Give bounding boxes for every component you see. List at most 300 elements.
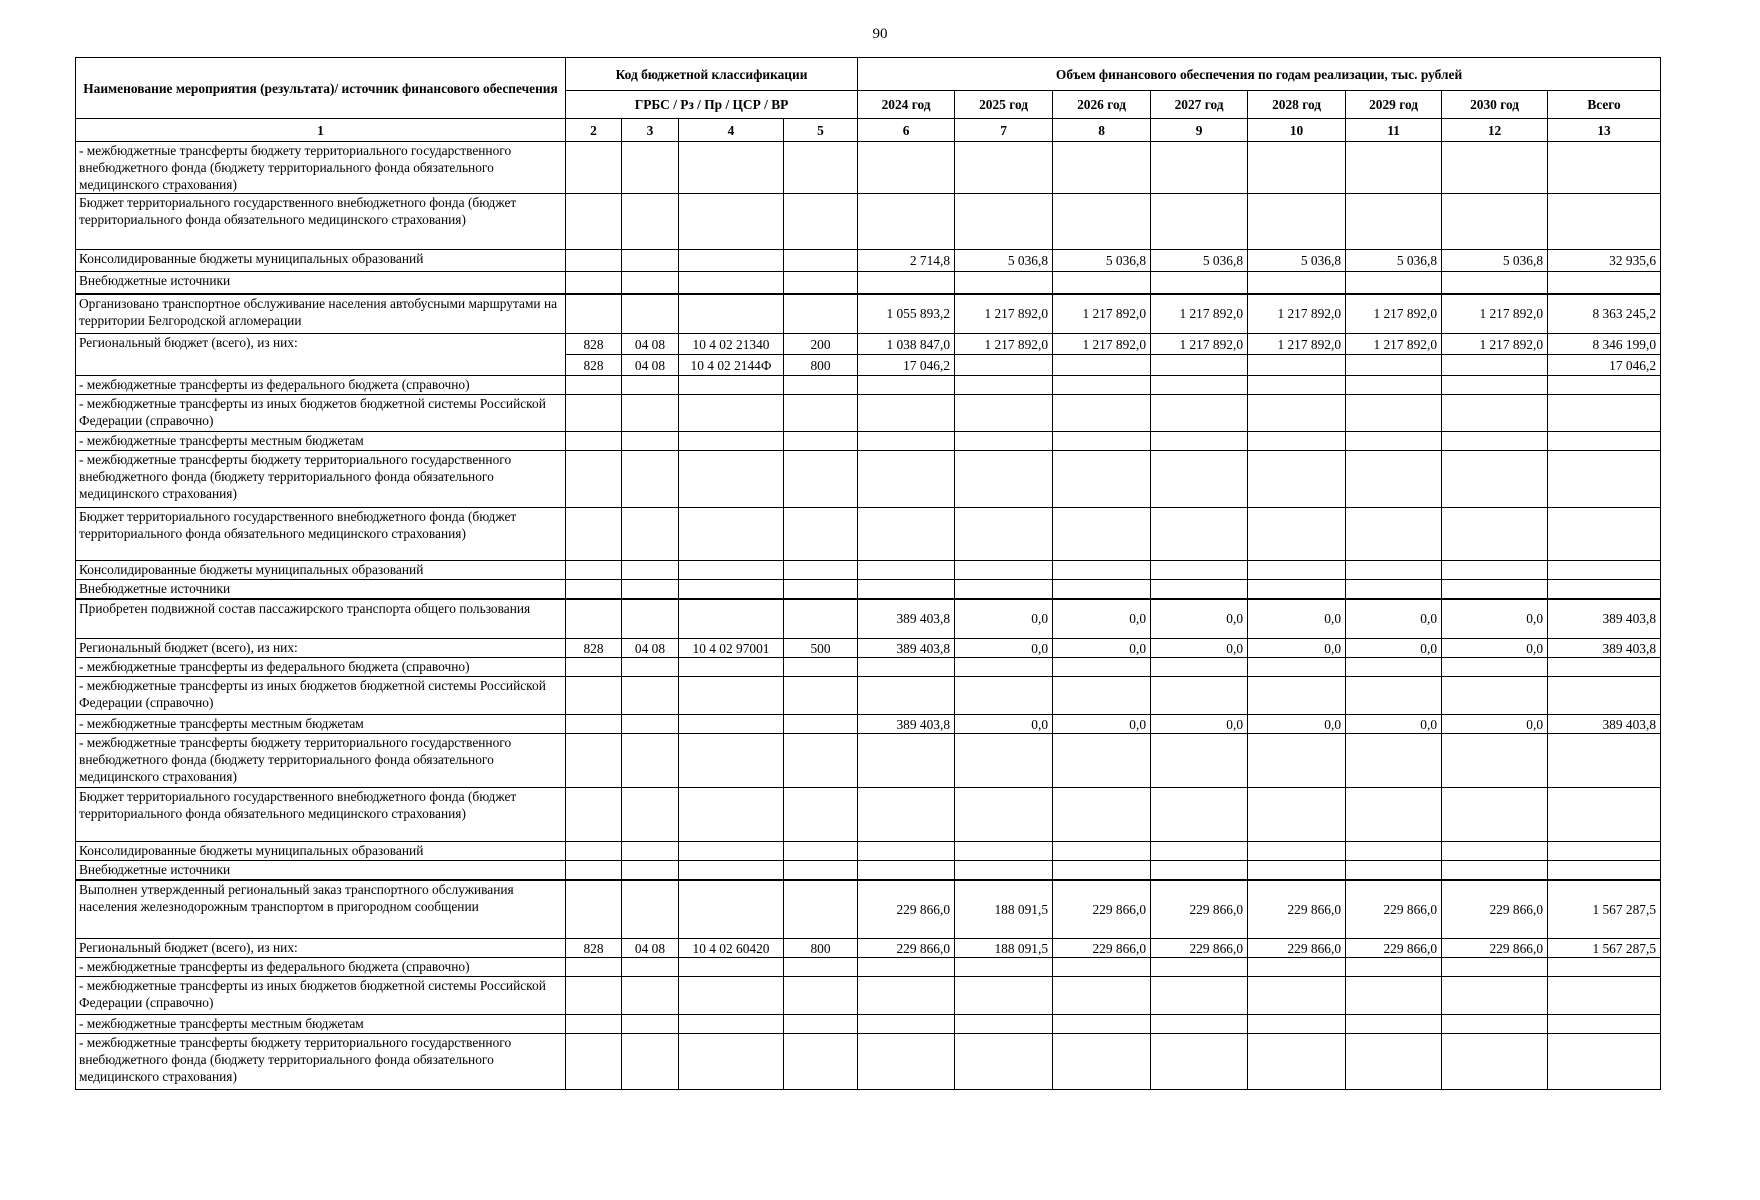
column-number: 6 bbox=[858, 119, 955, 142]
total-value-cell bbox=[1548, 580, 1661, 599]
year-value-cell bbox=[1442, 958, 1548, 977]
budget-code-cell bbox=[566, 432, 622, 451]
year-value-cell: 5 036,8 bbox=[1248, 250, 1346, 272]
year-value-cell bbox=[1346, 861, 1442, 880]
year-value-cell bbox=[1053, 376, 1151, 395]
budget-code-cell bbox=[784, 880, 858, 939]
budget-code-cell bbox=[784, 451, 858, 508]
column-number: 9 bbox=[1151, 119, 1248, 142]
year-value-cell bbox=[1151, 958, 1248, 977]
budget-code-cell bbox=[679, 432, 784, 451]
year-value-cell bbox=[1346, 142, 1442, 194]
year-value-cell: 0,0 bbox=[1346, 599, 1442, 639]
row-name-cell: - межбюджетные трансферты из иных бюджетов бюджетной системы Российской Федерации (справочно) bbox=[76, 677, 566, 715]
budget-code-cell bbox=[566, 250, 622, 272]
year-value-cell: 1 217 892,0 bbox=[955, 334, 1053, 355]
budget-code-cell bbox=[622, 561, 679, 580]
total-value-cell bbox=[1548, 788, 1661, 842]
budget-code-cell: 10 4 02 21340 bbox=[679, 334, 784, 355]
total-value-cell bbox=[1548, 842, 1661, 861]
year-value-cell bbox=[1442, 561, 1548, 580]
year-value-cell: 0,0 bbox=[1442, 639, 1548, 658]
column-number: 5 bbox=[784, 119, 858, 142]
budget-code-cell bbox=[622, 376, 679, 395]
year-value-cell: 1 217 892,0 bbox=[1442, 334, 1548, 355]
budget-code-cell bbox=[679, 977, 784, 1015]
year-value-cell bbox=[1346, 561, 1442, 580]
budget-code-cell bbox=[784, 842, 858, 861]
year-value-cell bbox=[1346, 734, 1442, 788]
year-value-cell bbox=[1053, 395, 1151, 432]
year-value-cell bbox=[858, 977, 955, 1015]
budget-code-cell bbox=[566, 580, 622, 599]
year-value-cell: 229 866,0 bbox=[858, 939, 955, 958]
budget-code-cell bbox=[566, 451, 622, 508]
year-value-cell bbox=[858, 272, 955, 294]
budget-code-cell bbox=[679, 958, 784, 977]
column-number: 1 bbox=[76, 119, 566, 142]
year-value-cell: 1 217 892,0 bbox=[1346, 294, 1442, 334]
year-value-cell bbox=[1151, 142, 1248, 194]
year-value-cell bbox=[858, 958, 955, 977]
row-name-cell: Приобретен подвижной состав пассажирского транспорта общего пользования bbox=[76, 599, 566, 639]
budget-code-cell bbox=[679, 842, 784, 861]
year-value-cell bbox=[1248, 977, 1346, 1015]
year-value-cell bbox=[955, 1015, 1053, 1034]
table-row bbox=[76, 842, 1661, 861]
year-value-cell bbox=[1442, 194, 1548, 250]
row-name-cell: Внебюджетные источники bbox=[76, 580, 566, 599]
table-row bbox=[76, 861, 1661, 880]
total-value-cell: 389 403,8 bbox=[1548, 715, 1661, 734]
year-value-cell: 1 217 892,0 bbox=[1248, 334, 1346, 355]
budget-code-cell bbox=[784, 977, 858, 1015]
year-value-cell bbox=[1248, 658, 1346, 677]
year-value-cell bbox=[1442, 355, 1548, 376]
year-value-cell bbox=[1151, 1034, 1248, 1090]
year-value-cell bbox=[1151, 451, 1248, 508]
year-value-cell: 229 866,0 bbox=[1151, 939, 1248, 958]
row-name-cell: - межбюджетные трансферты из федерального бюджета (справочно) bbox=[76, 376, 566, 395]
year-value-cell bbox=[1248, 451, 1346, 508]
column-number: 8 bbox=[1053, 119, 1151, 142]
year-value-cell bbox=[1442, 272, 1548, 294]
budget-code-cell: 10 4 02 97001 bbox=[679, 639, 784, 658]
budget-code-cell bbox=[784, 1015, 858, 1034]
row-name-cell: - межбюджетные трансферты из федерального бюджета (справочно) bbox=[76, 958, 566, 977]
year-value-cell bbox=[1442, 432, 1548, 451]
budget-code-cell bbox=[566, 272, 622, 294]
total-value-cell bbox=[1548, 272, 1661, 294]
year-value-cell bbox=[1346, 658, 1442, 677]
budget-code-cell bbox=[566, 677, 622, 715]
row-name-cell: - межбюджетные трансферты бюджету территориального государственного внебюджетного фонда (бюджету территориального фонда обязательного медицинского страхования) bbox=[76, 142, 566, 194]
year-value-cell bbox=[1151, 194, 1248, 250]
budget-code-cell bbox=[622, 142, 679, 194]
year-value-cell bbox=[1442, 977, 1548, 1015]
year-value-cell bbox=[1053, 842, 1151, 861]
year-value-cell bbox=[955, 376, 1053, 395]
total-value-cell: 389 403,8 bbox=[1548, 599, 1661, 639]
budget-code-cell bbox=[784, 142, 858, 194]
budget-code-cell bbox=[566, 376, 622, 395]
table-row bbox=[76, 658, 1661, 677]
total-value-cell bbox=[1548, 658, 1661, 677]
year-value-cell: 0,0 bbox=[1053, 715, 1151, 734]
total-value-cell bbox=[1548, 561, 1661, 580]
year-value-cell bbox=[858, 658, 955, 677]
year-value-cell: 229 866,0 bbox=[1442, 880, 1548, 939]
year-value-cell bbox=[955, 395, 1053, 432]
budget-code-cell bbox=[679, 142, 784, 194]
table-row bbox=[76, 272, 1661, 294]
year-value-cell bbox=[955, 451, 1053, 508]
year-value-cell: 1 217 892,0 bbox=[1053, 334, 1151, 355]
year-value-cell bbox=[955, 355, 1053, 376]
table-row bbox=[76, 334, 1661, 355]
year-value-cell bbox=[1346, 355, 1442, 376]
year-value-cell bbox=[1346, 432, 1442, 451]
year-value-cell: 229 866,0 bbox=[1442, 939, 1548, 958]
year-value-cell bbox=[1346, 194, 1442, 250]
budget-code-cell bbox=[679, 880, 784, 939]
budget-code-cell bbox=[622, 395, 679, 432]
year-value-cell bbox=[858, 395, 955, 432]
budget-code-cell: 500 bbox=[784, 639, 858, 658]
header-year: 2024 год bbox=[858, 91, 955, 119]
row-name-cell: Внебюджетные источники bbox=[76, 272, 566, 294]
budget-code-cell bbox=[784, 677, 858, 715]
budget-code-cell bbox=[622, 250, 679, 272]
year-value-cell: 1 217 892,0 bbox=[955, 294, 1053, 334]
table-row bbox=[76, 880, 1661, 939]
table-row bbox=[76, 1034, 1661, 1090]
year-value-cell bbox=[955, 194, 1053, 250]
year-value-cell bbox=[955, 142, 1053, 194]
budget-code-cell bbox=[622, 432, 679, 451]
budget-code-cell bbox=[622, 194, 679, 250]
budget-code-cell: 10 4 02 60420 bbox=[679, 939, 784, 958]
year-value-cell: 229 866,0 bbox=[1053, 880, 1151, 939]
budget-code-cell: 828 bbox=[566, 939, 622, 958]
year-value-cell bbox=[1151, 580, 1248, 599]
budget-code-cell bbox=[566, 958, 622, 977]
budget-code-cell: 800 bbox=[784, 355, 858, 376]
year-value-cell bbox=[1151, 1015, 1248, 1034]
year-value-cell bbox=[955, 432, 1053, 451]
year-value-cell bbox=[858, 861, 955, 880]
year-value-cell bbox=[1151, 395, 1248, 432]
budget-code-cell bbox=[566, 294, 622, 334]
year-value-cell bbox=[1346, 451, 1442, 508]
budget-code-cell bbox=[566, 561, 622, 580]
year-value-cell bbox=[1053, 861, 1151, 880]
total-value-cell bbox=[1548, 508, 1661, 561]
year-value-cell bbox=[955, 508, 1053, 561]
table-row bbox=[76, 194, 1661, 250]
budget-code-cell bbox=[622, 734, 679, 788]
budget-code-cell bbox=[679, 788, 784, 842]
budget-code-cell bbox=[784, 580, 858, 599]
year-value-cell bbox=[1248, 395, 1346, 432]
year-value-cell: 188 091,5 bbox=[955, 939, 1053, 958]
budget-code-cell bbox=[784, 376, 858, 395]
budget-code-cell bbox=[784, 294, 858, 334]
budget-code-cell bbox=[679, 395, 784, 432]
year-value-cell bbox=[1053, 194, 1151, 250]
table-row bbox=[76, 639, 1661, 658]
year-value-cell bbox=[1346, 1015, 1442, 1034]
year-value-cell bbox=[955, 1034, 1053, 1090]
year-value-cell bbox=[1442, 580, 1548, 599]
year-value-cell bbox=[1053, 272, 1151, 294]
year-value-cell bbox=[1053, 977, 1151, 1015]
year-value-cell: 0,0 bbox=[1248, 639, 1346, 658]
budget-code-cell bbox=[566, 395, 622, 432]
budget-code-cell bbox=[566, 194, 622, 250]
year-value-cell bbox=[1442, 842, 1548, 861]
table-row bbox=[76, 939, 1661, 958]
year-value-cell: 229 866,0 bbox=[1053, 939, 1151, 958]
year-value-cell bbox=[1346, 272, 1442, 294]
header-year: 2030 год bbox=[1442, 91, 1548, 119]
budget-code-cell bbox=[566, 658, 622, 677]
budget-code-cell bbox=[784, 788, 858, 842]
year-value-cell bbox=[1053, 788, 1151, 842]
table-row bbox=[76, 580, 1661, 599]
table-row bbox=[76, 508, 1661, 561]
header-year: 2025 год bbox=[955, 91, 1053, 119]
budget-code-cell bbox=[679, 580, 784, 599]
year-value-cell: 5 036,8 bbox=[955, 250, 1053, 272]
budget-code-cell bbox=[679, 677, 784, 715]
header-name-column: Наименование мероприятия (результата)/ источник финансового обеспечения bbox=[76, 58, 566, 119]
budget-code-cell bbox=[622, 677, 679, 715]
year-value-cell bbox=[1442, 677, 1548, 715]
year-value-cell bbox=[1442, 142, 1548, 194]
year-value-cell bbox=[955, 842, 1053, 861]
budget-code-cell bbox=[784, 561, 858, 580]
column-number: 10 bbox=[1248, 119, 1346, 142]
year-value-cell: 1 217 892,0 bbox=[1442, 294, 1548, 334]
year-value-cell: 0,0 bbox=[1053, 599, 1151, 639]
year-value-cell bbox=[1442, 734, 1548, 788]
budget-code-cell bbox=[679, 272, 784, 294]
budget-code-cell bbox=[622, 880, 679, 939]
year-value-cell: 5 036,8 bbox=[1053, 250, 1151, 272]
budget-code-cell bbox=[566, 508, 622, 561]
row-name-cell: - межбюджетные трансферты местным бюджетам bbox=[76, 715, 566, 734]
year-value-cell bbox=[1053, 508, 1151, 561]
year-value-cell bbox=[1248, 788, 1346, 842]
year-value-cell bbox=[1442, 376, 1548, 395]
budget-code-cell bbox=[622, 508, 679, 561]
year-value-cell bbox=[858, 508, 955, 561]
total-value-cell bbox=[1548, 958, 1661, 977]
budget-code-cell: 04 08 bbox=[622, 939, 679, 958]
year-value-cell bbox=[1053, 1034, 1151, 1090]
table-row bbox=[76, 977, 1661, 1015]
year-value-cell: 229 866,0 bbox=[1248, 880, 1346, 939]
budget-code-cell bbox=[566, 880, 622, 939]
year-value-cell: 0,0 bbox=[955, 715, 1053, 734]
year-value-cell: 229 866,0 bbox=[1248, 939, 1346, 958]
year-value-cell: 1 217 892,0 bbox=[1151, 334, 1248, 355]
row-name-cell: - межбюджетные трансферты из иных бюджетов бюджетной системы Российской Федерации (справочно) bbox=[76, 977, 566, 1015]
year-value-cell bbox=[1346, 1034, 1442, 1090]
budget-code-cell bbox=[566, 734, 622, 788]
year-value-cell: 229 866,0 bbox=[1346, 880, 1442, 939]
budget-code-cell bbox=[784, 1034, 858, 1090]
budget-code-cell bbox=[784, 250, 858, 272]
row-name-cell: Консолидированные бюджеты муниципальных образований bbox=[76, 842, 566, 861]
row-name-cell: Бюджет территориального государственного внебюджетного фонда (бюджет территориального фонда обязательного медицинского страхования) bbox=[76, 508, 566, 561]
year-value-cell bbox=[1053, 580, 1151, 599]
year-value-cell bbox=[955, 977, 1053, 1015]
year-value-cell: 229 866,0 bbox=[858, 880, 955, 939]
row-name-cell: Консолидированные бюджеты муниципальных образований bbox=[76, 250, 566, 272]
year-value-cell: 389 403,8 bbox=[858, 639, 955, 658]
year-value-cell: 0,0 bbox=[1248, 599, 1346, 639]
year-value-cell bbox=[955, 677, 1053, 715]
year-value-cell bbox=[1053, 432, 1151, 451]
table-row bbox=[76, 142, 1661, 194]
table-row bbox=[76, 788, 1661, 842]
total-value-cell bbox=[1548, 734, 1661, 788]
year-value-cell bbox=[858, 194, 955, 250]
year-value-cell bbox=[1248, 842, 1346, 861]
total-value-cell: 32 935,6 bbox=[1548, 250, 1661, 272]
table-row bbox=[76, 451, 1661, 508]
year-value-cell bbox=[1053, 677, 1151, 715]
row-name-cell: Бюджет территориального государственного внебюджетного фонда (бюджет территориального фонда обязательного медицинского страхования) bbox=[76, 194, 566, 250]
year-value-cell bbox=[858, 1015, 955, 1034]
year-value-cell bbox=[1248, 734, 1346, 788]
budget-code-cell bbox=[622, 1034, 679, 1090]
year-value-cell bbox=[1248, 580, 1346, 599]
budget-code-cell bbox=[622, 977, 679, 1015]
column-number: 13 bbox=[1548, 119, 1661, 142]
year-value-cell: 2 714,8 bbox=[858, 250, 955, 272]
year-value-cell bbox=[1151, 561, 1248, 580]
year-value-cell: 1 055 893,2 bbox=[858, 294, 955, 334]
year-value-cell bbox=[1442, 658, 1548, 677]
year-value-cell bbox=[955, 658, 1053, 677]
row-name-cell: - межбюджетные трансферты местным бюджетам bbox=[76, 432, 566, 451]
year-value-cell bbox=[1346, 977, 1442, 1015]
row-name-cell: - межбюджетные трансферты местным бюджетам bbox=[76, 1015, 566, 1034]
budget-code-cell bbox=[566, 142, 622, 194]
budget-code-cell: 828 bbox=[566, 355, 622, 376]
total-value-cell: 8 346 199,0 bbox=[1548, 334, 1661, 355]
year-value-cell bbox=[1248, 432, 1346, 451]
year-value-cell bbox=[1248, 194, 1346, 250]
year-value-cell bbox=[1442, 451, 1548, 508]
year-value-cell bbox=[1248, 272, 1346, 294]
year-value-cell: 5 036,8 bbox=[1346, 250, 1442, 272]
budget-code-cell bbox=[622, 272, 679, 294]
budget-code-cell: 200 bbox=[784, 334, 858, 355]
total-value-cell bbox=[1548, 1015, 1661, 1034]
row-name-cell: Консолидированные бюджеты муниципальных образований bbox=[76, 561, 566, 580]
budget-code-cell: 04 08 bbox=[622, 334, 679, 355]
budget-code-cell bbox=[784, 715, 858, 734]
year-value-cell bbox=[1442, 508, 1548, 561]
year-value-cell bbox=[1053, 658, 1151, 677]
column-number: 12 bbox=[1442, 119, 1548, 142]
year-value-cell bbox=[1053, 561, 1151, 580]
year-value-cell bbox=[858, 1034, 955, 1090]
year-value-cell: 1 038 847,0 bbox=[858, 334, 955, 355]
header-volume-group: Объем финансового обеспечения по годам реализации, тыс. рублей bbox=[858, 58, 1661, 91]
total-value-cell bbox=[1548, 451, 1661, 508]
budget-code-cell bbox=[679, 508, 784, 561]
total-value-cell bbox=[1548, 432, 1661, 451]
budget-code-cell bbox=[622, 788, 679, 842]
year-value-cell bbox=[1248, 142, 1346, 194]
budget-code-cell: 04 08 bbox=[622, 639, 679, 658]
budget-code-cell: 800 bbox=[784, 939, 858, 958]
budget-code-cell bbox=[784, 658, 858, 677]
year-value-cell bbox=[858, 376, 955, 395]
header-year: 2028 год bbox=[1248, 91, 1346, 119]
year-value-cell: 5 036,8 bbox=[1151, 250, 1248, 272]
header-year: 2026 год bbox=[1053, 91, 1151, 119]
year-value-cell: 188 091,5 bbox=[955, 880, 1053, 939]
year-value-cell bbox=[1053, 355, 1151, 376]
year-value-cell bbox=[955, 788, 1053, 842]
year-value-cell bbox=[1151, 677, 1248, 715]
budget-code-cell bbox=[622, 842, 679, 861]
year-value-cell bbox=[1151, 658, 1248, 677]
total-value-cell bbox=[1548, 142, 1661, 194]
total-value-cell bbox=[1548, 977, 1661, 1015]
budget-code-cell bbox=[679, 376, 784, 395]
year-value-cell bbox=[955, 734, 1053, 788]
year-value-cell bbox=[955, 958, 1053, 977]
total-value-cell bbox=[1548, 194, 1661, 250]
table-row bbox=[76, 599, 1661, 639]
total-value-cell: 389 403,8 bbox=[1548, 639, 1661, 658]
year-value-cell bbox=[1248, 1015, 1346, 1034]
year-value-cell: 0,0 bbox=[1151, 715, 1248, 734]
total-value-cell: 1 567 287,5 bbox=[1548, 939, 1661, 958]
row-name-cell: Региональный бюджет (всего), из них: bbox=[76, 334, 566, 376]
budget-code-cell bbox=[784, 958, 858, 977]
budget-code-cell bbox=[784, 194, 858, 250]
budget-code-cell bbox=[784, 599, 858, 639]
total-value-cell bbox=[1548, 376, 1661, 395]
row-name-cell: Региональный бюджет (всего), из них: bbox=[76, 939, 566, 958]
budget-code-cell: 828 bbox=[566, 334, 622, 355]
header-total: Всего bbox=[1548, 91, 1661, 119]
year-value-cell bbox=[858, 561, 955, 580]
table-row bbox=[76, 1015, 1661, 1034]
row-name-cell: - межбюджетные трансферты бюджету территориального государственного внебюджетного фонда (бюджету территориального фонда обязательного медицинского страхования) bbox=[76, 451, 566, 508]
table-row bbox=[76, 395, 1661, 432]
budget-code-cell bbox=[679, 734, 784, 788]
year-value-cell: 0,0 bbox=[955, 599, 1053, 639]
year-value-cell bbox=[1151, 977, 1248, 1015]
year-value-cell: 0,0 bbox=[1346, 715, 1442, 734]
year-value-cell bbox=[1151, 734, 1248, 788]
year-value-cell: 0,0 bbox=[955, 639, 1053, 658]
budget-code-cell bbox=[622, 658, 679, 677]
budget-code-cell bbox=[566, 977, 622, 1015]
table-row bbox=[76, 715, 1661, 734]
budget-code-cell bbox=[566, 788, 622, 842]
budget-code-cell bbox=[679, 561, 784, 580]
